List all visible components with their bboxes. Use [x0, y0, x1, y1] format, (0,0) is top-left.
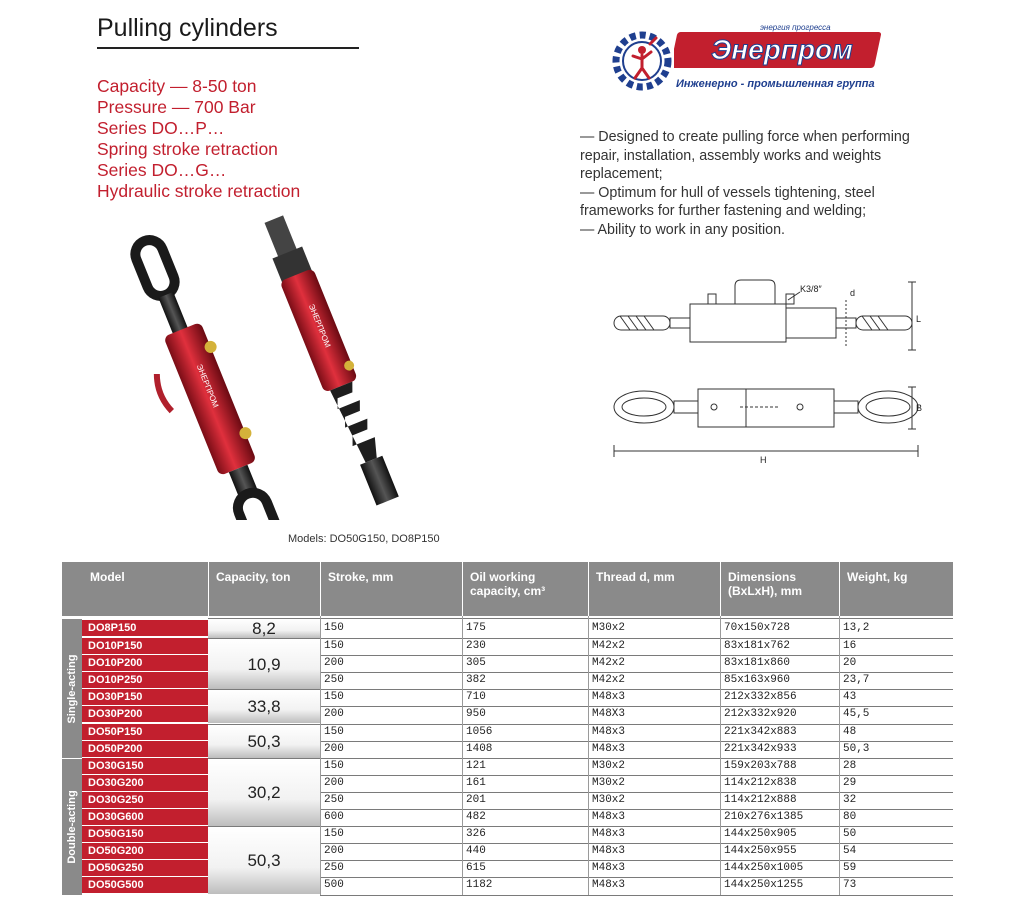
model-cell: DO10P200: [82, 655, 208, 671]
row-divider: [320, 638, 953, 639]
photo-brand-text: ЭНЕРПРОМ: [194, 362, 221, 409]
thread-d-label: d: [850, 288, 856, 298]
thread-cell: M30x2: [592, 793, 626, 806]
description-item: — Ability to work in any position.: [580, 221, 786, 238]
model-cell: DO30G200: [82, 775, 208, 791]
stroke-cell: 200: [324, 657, 344, 670]
oil-cell: 1408: [466, 742, 493, 755]
row-divider: [320, 655, 953, 656]
dimensions-cell: 144x250x905: [724, 828, 797, 841]
stroke-cell: 200: [324, 742, 344, 755]
weight-cell: 48: [843, 725, 857, 738]
stroke-cell: 200: [324, 845, 344, 858]
model-cell: DO50P150: [82, 724, 208, 740]
header-capacity: Capacity, ton: [216, 570, 291, 584]
thread-cell: M48x3: [592, 725, 626, 738]
thread-cell: M48x3: [592, 845, 626, 858]
capacity-cell: 10,9: [208, 638, 320, 689]
dimensions-cell: 210x276x1385: [724, 811, 804, 824]
stroke-cell: 150: [324, 725, 344, 738]
stroke-cell: 250: [324, 793, 344, 806]
table-row: [62, 706, 953, 723]
stroke-cell: 150: [324, 621, 344, 634]
thread-cell: M48x3: [592, 862, 626, 875]
oil-cell: 121: [466, 759, 486, 772]
spec-series-g: Series DO…G…: [97, 160, 227, 180]
dimensions-cell: 212x332x920: [724, 708, 797, 721]
oil-cell: 950: [466, 708, 486, 721]
column-divider: [588, 616, 589, 895]
table-row: [62, 809, 953, 826]
stroke-cell: 200: [324, 776, 344, 789]
model-cell: DO10P150: [82, 638, 208, 654]
column-divider: [462, 616, 463, 895]
row-divider: [320, 826, 953, 827]
oil-cell: 382: [466, 674, 486, 687]
model-cell: DO30P150: [82, 689, 208, 705]
row-divider: [320, 741, 953, 742]
stroke-cell: 600: [324, 811, 344, 824]
thread-cell: M30x2: [592, 759, 626, 772]
length-L-label: L: [916, 314, 922, 324]
model-cell: DO50P200: [82, 741, 208, 757]
row-divider: [320, 843, 953, 844]
group-single-acting: [62, 618, 82, 759]
oil-cell: 305: [466, 657, 486, 670]
thread-cell: M42x2: [592, 640, 626, 653]
dimensions-cell: 221x342x933: [724, 742, 797, 755]
row-divider: [320, 724, 953, 725]
dimensions-cell: 221x342x883: [724, 725, 797, 738]
row-divider: [320, 792, 953, 793]
oil-cell: 482: [466, 811, 486, 824]
header-dimensions: Dimensions (BxLxH), mm: [728, 570, 803, 598]
oil-cell: 326: [466, 828, 486, 841]
header-weight: Weight, kg: [847, 570, 908, 584]
thread-cell: M30x2: [592, 776, 626, 789]
table-header: [62, 562, 953, 616]
table-row: [62, 638, 953, 655]
row-divider: [320, 775, 953, 776]
logo-subtitle: Инженерно - промышленная группа: [676, 78, 875, 90]
stroke-cell: 150: [324, 828, 344, 841]
thread-cell: M48X3: [592, 708, 626, 721]
column-divider: [720, 616, 721, 895]
oil-cell: 201: [466, 793, 486, 806]
column-divider: [320, 616, 321, 895]
oil-cell: 440: [466, 845, 486, 858]
model-cell: DO10P250: [82, 672, 208, 688]
thread-cell: M48x3: [592, 691, 626, 704]
product-photo: [130, 200, 470, 520]
row-divider: [320, 672, 953, 673]
description: [580, 128, 940, 240]
specs-list: [97, 76, 300, 202]
weight-cell: 23,7: [843, 674, 870, 687]
row-divider: [320, 877, 953, 878]
stroke-cell: 150: [324, 640, 344, 653]
oil-cell: 175: [466, 621, 486, 634]
table-row: [62, 792, 953, 809]
dimensions-cell: 159x203x788: [724, 759, 797, 772]
table-row: [62, 724, 953, 741]
capacity-cell: 30,2: [208, 758, 320, 826]
model-cell: DO8P150: [82, 620, 208, 636]
stroke-cell: 500: [324, 879, 344, 892]
capacity-cell: 8,2: [208, 618, 320, 638]
table-row: [62, 826, 953, 843]
oil-cell: 161: [466, 776, 486, 789]
width-B-label: B: [916, 403, 923, 413]
oil-cell: 1056: [466, 725, 493, 738]
model-cell: DO30G150: [82, 758, 208, 774]
svg-text:Энерпром: Энерпром: [711, 34, 853, 65]
spec-series-p: Series DO…P…: [97, 118, 225, 138]
weight-cell: 50: [843, 828, 857, 841]
cylinder-plan-diagram: [610, 375, 930, 470]
model-cell: DO50G150: [82, 826, 208, 842]
stroke-cell: 200: [324, 708, 344, 721]
dimensions-cell: 114x212x838: [724, 776, 797, 789]
table-row: [62, 672, 953, 689]
row-divider: [320, 706, 953, 707]
table-row: [62, 775, 953, 792]
dimensions-cell: 144x250x955: [724, 845, 797, 858]
header-model: Model: [90, 570, 125, 584]
row-divider: [320, 689, 953, 690]
weight-cell: 50,3: [843, 742, 870, 755]
spec-spring-retraction: Spring stroke retraction: [97, 139, 278, 159]
dimensions-cell: 83x181x860: [724, 657, 791, 670]
oil-cell: 1182: [466, 879, 493, 892]
weight-cell: 80: [843, 811, 857, 824]
column-divider: [839, 616, 840, 895]
gear-emblem-icon: [612, 28, 674, 98]
cylinder-side-diagram: [610, 270, 930, 370]
header-thread: Thread d, mm: [596, 570, 675, 584]
row-divider: [320, 895, 953, 896]
table-row: [62, 689, 953, 706]
thread-cell: M48x3: [592, 879, 626, 892]
table-row: [62, 860, 953, 877]
weight-cell: 43: [843, 691, 857, 704]
thread-cell: M48x3: [592, 811, 626, 824]
group-double-acting: [62, 758, 82, 896]
thread-cell: M48x3: [592, 828, 626, 841]
weight-cell: 29: [843, 776, 857, 789]
row-divider: [320, 758, 953, 759]
table-row: [62, 758, 953, 775]
table-row: [62, 843, 953, 860]
capacity-cell: 33,8: [208, 689, 320, 723]
page-title: Pulling cylinders: [97, 14, 359, 49]
logo-tagline: энергия прогресса: [760, 23, 831, 32]
weight-cell: 16: [843, 640, 857, 653]
thread-cell: M30x2: [592, 621, 626, 634]
oil-cell: 615: [466, 862, 486, 875]
group-label: Double-acting: [66, 790, 78, 864]
weight-cell: 45,5: [843, 708, 870, 721]
oil-cell: 710: [466, 691, 486, 704]
photo-brand-text: ЭНЕРПРОМ: [306, 302, 333, 349]
weight-cell: 59: [843, 862, 857, 875]
capacity-cell: 50,3: [208, 826, 320, 894]
model-cell: DO30G600: [82, 809, 208, 825]
thread-cell: M42x2: [592, 657, 626, 670]
company-logo: [612, 22, 894, 110]
spec-hydraulic-retraction: Hydraulic stroke retraction: [97, 181, 301, 201]
weight-cell: 13,2: [843, 621, 870, 634]
weight-cell: 28: [843, 759, 857, 772]
spec-capacity: Capacity — 8-50 ton: [97, 76, 257, 96]
stroke-cell: 250: [324, 862, 344, 875]
weight-cell: 32: [843, 793, 857, 806]
table-row: [62, 655, 953, 672]
stroke-cell: 150: [324, 759, 344, 772]
header-stroke: Stroke, mm: [328, 570, 394, 584]
model-cell: DO30P200: [82, 706, 208, 722]
row-divider: [320, 809, 953, 810]
weight-cell: 54: [843, 845, 857, 858]
table-row: [62, 620, 953, 637]
height-H-label: H: [760, 455, 767, 465]
dimensions-cell: 83x181x762: [724, 640, 791, 653]
spec-table: [62, 562, 953, 892]
table-row: [62, 877, 953, 894]
description-item: — Optimum for hull of vessels tightening, steel frameworks for further fastening and welding;: [580, 184, 875, 220]
thread-cell: M48x3: [592, 742, 626, 755]
header-oil: Oil working capacity, cm³: [470, 570, 546, 598]
spec-pressure: Pressure — 700 Bar: [97, 97, 256, 117]
row-divider: [320, 618, 953, 619]
model-cell: DO30G250: [82, 792, 208, 808]
description-item: — Designed to create pulling force when performing repair, installation, assembly works and weights replacement;: [580, 129, 910, 183]
dimensions-cell: 144x250x1255: [724, 879, 804, 892]
dimensions-cell: 212x332x856: [724, 691, 797, 704]
weight-cell: 20: [843, 657, 857, 670]
group-label: Single-acting: [66, 654, 78, 724]
thread-cell: M42x2: [592, 674, 626, 687]
dimensions-cell: 70x150x728: [724, 621, 791, 634]
dimensions-cell: 85x163x960: [724, 674, 791, 687]
dimensions-cell: 114x212x888: [724, 793, 797, 806]
model-cell: DO50G200: [82, 843, 208, 859]
model-cell: DO50G500: [82, 877, 208, 893]
logo-wordmark: [674, 30, 884, 70]
stroke-cell: 150: [324, 691, 344, 704]
dimensions-cell: 144x250x1005: [724, 862, 804, 875]
stroke-cell: 250: [324, 674, 344, 687]
oil-cell: 230: [466, 640, 486, 653]
row-divider: [320, 860, 953, 861]
model-cell: DO50G250: [82, 860, 208, 876]
capacity-cell: 50,3: [208, 724, 320, 758]
table-row: [62, 741, 953, 758]
photo-caption: Models: DO50G150, DO8P150: [288, 533, 440, 545]
weight-cell: 73: [843, 879, 857, 892]
port-label: K3/8″: [800, 284, 822, 294]
